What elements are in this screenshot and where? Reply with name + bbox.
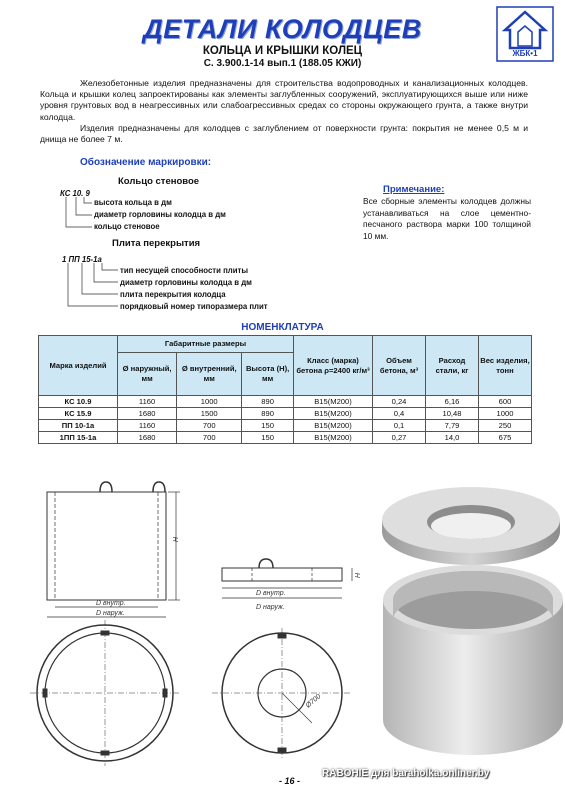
table-cell: В15(М200) [294,420,373,432]
table-cell: В15(М200) [294,396,373,408]
hole-dim-label: Ø700 [304,693,323,710]
table-cell: 1500 [177,408,242,420]
page-title: ДЕТАЛИ КОЛОДЦЕВ [143,14,422,44]
table-cell: 0,27 [373,432,426,444]
slab-side-view [222,559,352,598]
series-code: С. 3.900.1-14 вып.1 (188.05 КЖИ) [203,58,362,69]
slab-dim-d-outer-label: D наруж. [256,604,285,611]
table-cell: 890 [242,408,294,420]
ring-top-view [30,620,180,766]
table-cell: ПП 10-1а [39,420,118,432]
ring-3d-render [383,565,563,755]
table-cell: 1000 [177,396,242,408]
watermark: RABOHIE для baraholka.onliner.by [322,768,490,779]
ring-label: кольцо стеновое [94,222,160,231]
table-cell: 0,4 [373,408,426,420]
logo-text: ЖБК•1 [512,49,538,58]
intro-paragraph-1: Железобетонные изделия предназначены для строительства водопроводных и канализационных колодцев. Кольца и крышки колец запроектированы как элементы заглубленных сооружений, эксплуатирующихся выше или ниже уровня грунтовых вод в неагрессивных или слабоагрессивных средах со стороны окружающего грунта, а также внутри колодца. [40,78,528,122]
dim-h-label: H [173,536,180,542]
ring-label: высота кольца в дм [94,198,172,207]
table-cell: 1680 [118,432,177,444]
dim-d-outer-label: D наруж. [96,610,125,617]
table-header-row [39,336,532,353]
table-cell: 890 [242,396,294,408]
table-cell: В15(М200) [294,432,373,444]
slab-label: порядковый номер типоразмера плит [120,302,268,311]
slab-top-view [212,628,352,760]
table-cell: 150 [242,432,294,444]
slab-label: тип несущей способности плиты [120,266,249,275]
note-text: Все сборные элементы колодцев должны устанавливаться на слое цементно-песчаного раствора марки 100 толщиной 10 мм. [363,196,531,241]
table-title: НОМЕНКЛАТУРА [241,322,324,333]
technical-drawings [0,470,565,770]
ring-side-view [47,482,180,617]
table-cell: 1160 [118,420,177,432]
ring-label: диаметр горловины колодца в дм [94,210,226,219]
marking-heading: Обозначение маркировки: [80,157,212,168]
page-number: - 16 - [279,776,301,786]
table-cell: 1000 [479,408,532,420]
table-row [39,420,532,432]
slab-code: 1 ПП 15-1а [62,255,102,264]
slab-label: плита перекрытия колодца [120,290,226,299]
table-cell: 14,0 [426,432,479,444]
table-row [39,408,532,420]
ring-code: КС 10. 9 [60,189,90,198]
column-header: Габаритные размеры [118,336,294,353]
table-cell: 10,48 [426,408,479,420]
column-header: Высота (Н), мм [242,353,294,396]
column-header: Ø внутренний, мм [177,353,242,396]
table-cell: В15(М200) [294,408,373,420]
page-subtitle: КОЛЬЦА И КРЫШКИ КОЛЕЦ [202,45,363,57]
table-cell: 150 [242,420,294,432]
table-cell: 700 [177,420,242,432]
slab-3d-render [382,487,560,565]
table-cell: КС 10.9 [39,396,118,408]
nomenclature-table [38,335,532,444]
column-header: Объем бетона, м³ [373,336,426,396]
table-cell: 7,79 [426,420,479,432]
table-cell: 1160 [118,396,177,408]
dim-d-inner-label: D внутр. [96,600,126,607]
column-header: Класс (марка) бетона ρ=2400 кг/м³ [294,336,373,396]
intro-text [40,78,528,145]
table-cell: 700 [177,432,242,444]
column-header: Марка изделий [39,336,118,396]
table-cell: 250 [479,420,532,432]
table-row [39,396,532,408]
slab-dim-h-label: H [355,572,362,578]
table-cell: 600 [479,396,532,408]
table-cell: 675 [479,432,532,444]
table-cell: 1ПП 15-1а [39,432,118,444]
table-cell: 0,24 [373,396,426,408]
table-cell: 6,16 [426,396,479,408]
slab-leader-lines [62,263,122,313]
table-cell: КС 15.9 [39,408,118,420]
column-header: Вес изделия, тонн [479,336,532,396]
slab-heading: Плита перекрытия [112,238,201,249]
table-cell: 1680 [118,408,177,420]
slab-label: диаметр горловины колодца в дм [120,278,252,287]
ring-heading: Кольцо стеновое [118,176,200,187]
slab-dim-d-inner-label: D внутр. [256,590,286,597]
column-header: Ø наружный, мм [118,353,177,396]
table-row [39,432,532,444]
note-heading: Примечание: [383,184,445,195]
table-cell: 0,1 [373,420,426,432]
column-header: Расход стали, кг [426,336,479,396]
intro-paragraph-2: Изделия предназначены для колодцев с заглублением от поверхности грунта: покрытия не менее 0,5 м и днища не более 7 м. [40,122,528,145]
